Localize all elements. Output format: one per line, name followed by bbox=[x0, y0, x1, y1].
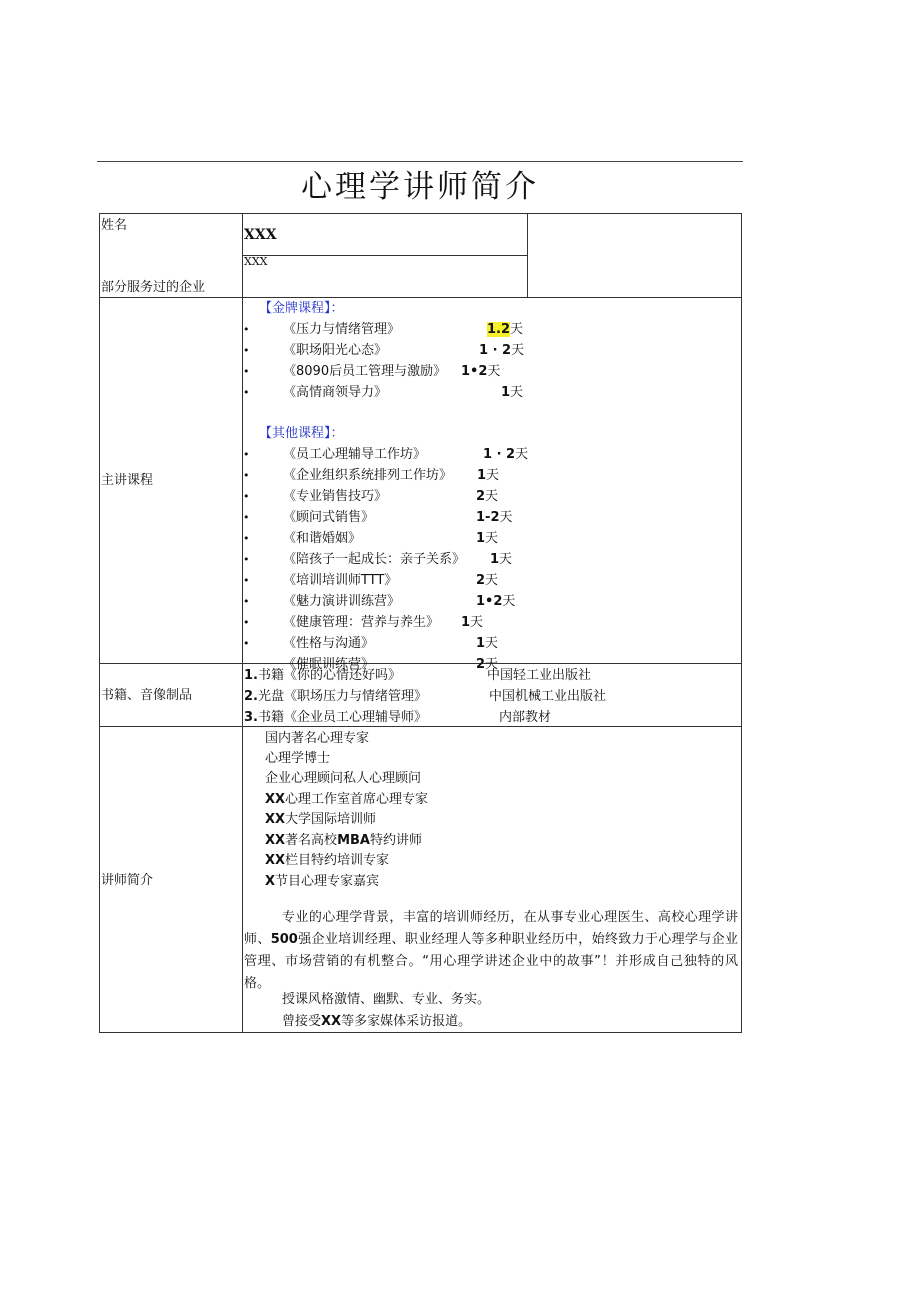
bullet-icon: • bbox=[243, 386, 250, 399]
course-duration: 1天 bbox=[461, 615, 484, 630]
bullet-icon: • bbox=[243, 344, 250, 357]
course-duration: 1•2天 bbox=[461, 364, 501, 379]
course-name: 《顾问式销售》 bbox=[283, 510, 375, 525]
course-duration: 1-2天 bbox=[476, 510, 513, 525]
bullet-icon: • bbox=[243, 490, 250, 503]
course-name: 《职场阳光心态》 bbox=[283, 343, 388, 358]
courses-label: 主讲课程 bbox=[101, 473, 154, 488]
bio-title: XX栏目特约培训专家 bbox=[265, 853, 390, 868]
course-name: 《性格与沟通》 bbox=[283, 636, 375, 651]
course-duration: 1天 bbox=[477, 468, 500, 483]
books-label: 书籍、音像制品 bbox=[101, 688, 193, 703]
course-duration: 2天 bbox=[476, 573, 499, 588]
course-name: 《陪孩子一起成长：亲子关系》 bbox=[283, 552, 466, 567]
book-publisher: 中国轻工业出版社 bbox=[487, 668, 592, 683]
company-value-cell bbox=[242, 255, 528, 298]
bullet-icon: • bbox=[243, 553, 250, 566]
name-label: 姓名 bbox=[101, 218, 128, 233]
company-label: 部分服务过的企业 bbox=[101, 280, 206, 295]
page-title: 心理学讲师简介 bbox=[301, 169, 539, 205]
book-publisher: 中国机械工业出版社 bbox=[489, 689, 607, 704]
bio-title: XX大学国际培训师 bbox=[265, 812, 377, 827]
bullet-icon: • bbox=[243, 637, 250, 650]
book-publisher: 内部教材 bbox=[499, 710, 552, 725]
header-rule bbox=[97, 161, 743, 162]
bio-title: X节目心理专家嘉宾 bbox=[265, 874, 380, 889]
course-duration: 2天 bbox=[476, 489, 499, 504]
bullet-icon: • bbox=[243, 323, 250, 336]
bullet-icon: • bbox=[243, 365, 250, 378]
course-duration: 1 · 2天 bbox=[483, 447, 529, 462]
bio-teaching-style: 授课风格激情、幽默、专业、务实。 bbox=[282, 992, 491, 1007]
bullet-icon: • bbox=[243, 574, 250, 587]
bio-title: 企业心理顾问私人心理顾问 bbox=[265, 771, 422, 786]
course-name: 《企业组织系统排列工作坊》 bbox=[283, 468, 453, 483]
bio-title: XX心理工作室首席心理专家 bbox=[265, 792, 429, 807]
course-duration: 1 · 2天 bbox=[479, 343, 525, 358]
course-name: 《压力与情绪管理》 bbox=[283, 322, 401, 337]
course-duration: 1天 bbox=[476, 531, 499, 546]
gold-courses-heading: 【金牌课程】： bbox=[259, 301, 344, 316]
other-courses-heading: 【其他课程】： bbox=[259, 426, 344, 441]
course-name: 《员工心理辅导工作坊》 bbox=[283, 447, 427, 462]
course-name: 《专业销售技巧》 bbox=[283, 489, 388, 504]
bio-title: 国内著名心理专家 bbox=[265, 731, 370, 746]
course-duration: 1天 bbox=[501, 385, 524, 400]
name-value-cell bbox=[242, 213, 528, 256]
bullet-icon: • bbox=[243, 532, 250, 545]
bio-title: XX著名高校MBA特约讲师 bbox=[265, 833, 422, 848]
course-duration: 1•2天 bbox=[476, 594, 516, 609]
course-name: 《催眠训练营》 bbox=[283, 657, 375, 672]
company-value: XXX bbox=[244, 255, 268, 268]
bullet-icon: • bbox=[243, 469, 250, 482]
course-name: 《培训培训师TTT》 bbox=[283, 573, 398, 588]
book-item: 2.光盘《职场压力与情绪管理》 bbox=[244, 689, 427, 704]
bullet-icon: • bbox=[243, 616, 250, 629]
bio-label: 讲师简介 bbox=[101, 873, 154, 888]
course-duration: 2天 bbox=[476, 657, 499, 672]
bullet-icon: • bbox=[243, 448, 250, 461]
bio-media: 曾接受XX等多家媒体采访报道。 bbox=[282, 1014, 472, 1029]
courses-content bbox=[243, 298, 741, 672]
photo-cell bbox=[527, 213, 742, 298]
course-duration: 1天 bbox=[476, 636, 499, 651]
bio-title: 心理学博士 bbox=[265, 751, 331, 766]
bullet-icon: • bbox=[243, 511, 250, 524]
bio-paragraph: 专业的心理学背景，丰富的培训师经历，在从事专业心理医生、高校心理学讲师、500强企业培训经理、职业经理人等多种职业经历中，始终致力于心理学与企业管理、市场营销的有机整合。“用心理学讲述企业中的故事”！并形成自己独特的风格。 bbox=[244, 910, 738, 991]
bullet-icon: • bbox=[243, 595, 250, 608]
course-name: 《高情商领导力》 bbox=[283, 385, 388, 400]
name-value: XXX bbox=[244, 227, 277, 243]
course-duration: 1.2天 bbox=[487, 322, 524, 337]
course-name: 《和谐婚姻》 bbox=[283, 531, 362, 546]
course-name: 《健康管理：营养与养生》 bbox=[283, 615, 440, 630]
course-duration: 1天 bbox=[490, 552, 513, 567]
book-item: 3.书籍《企业员工心理辅导师》 bbox=[244, 710, 427, 725]
course-name: 《魅力演讲训练营》 bbox=[283, 594, 401, 609]
course-name: 《8090后员工管理与激励》 bbox=[283, 364, 447, 379]
book-item: 1.书籍《你的心情还好吗》 bbox=[244, 668, 401, 683]
